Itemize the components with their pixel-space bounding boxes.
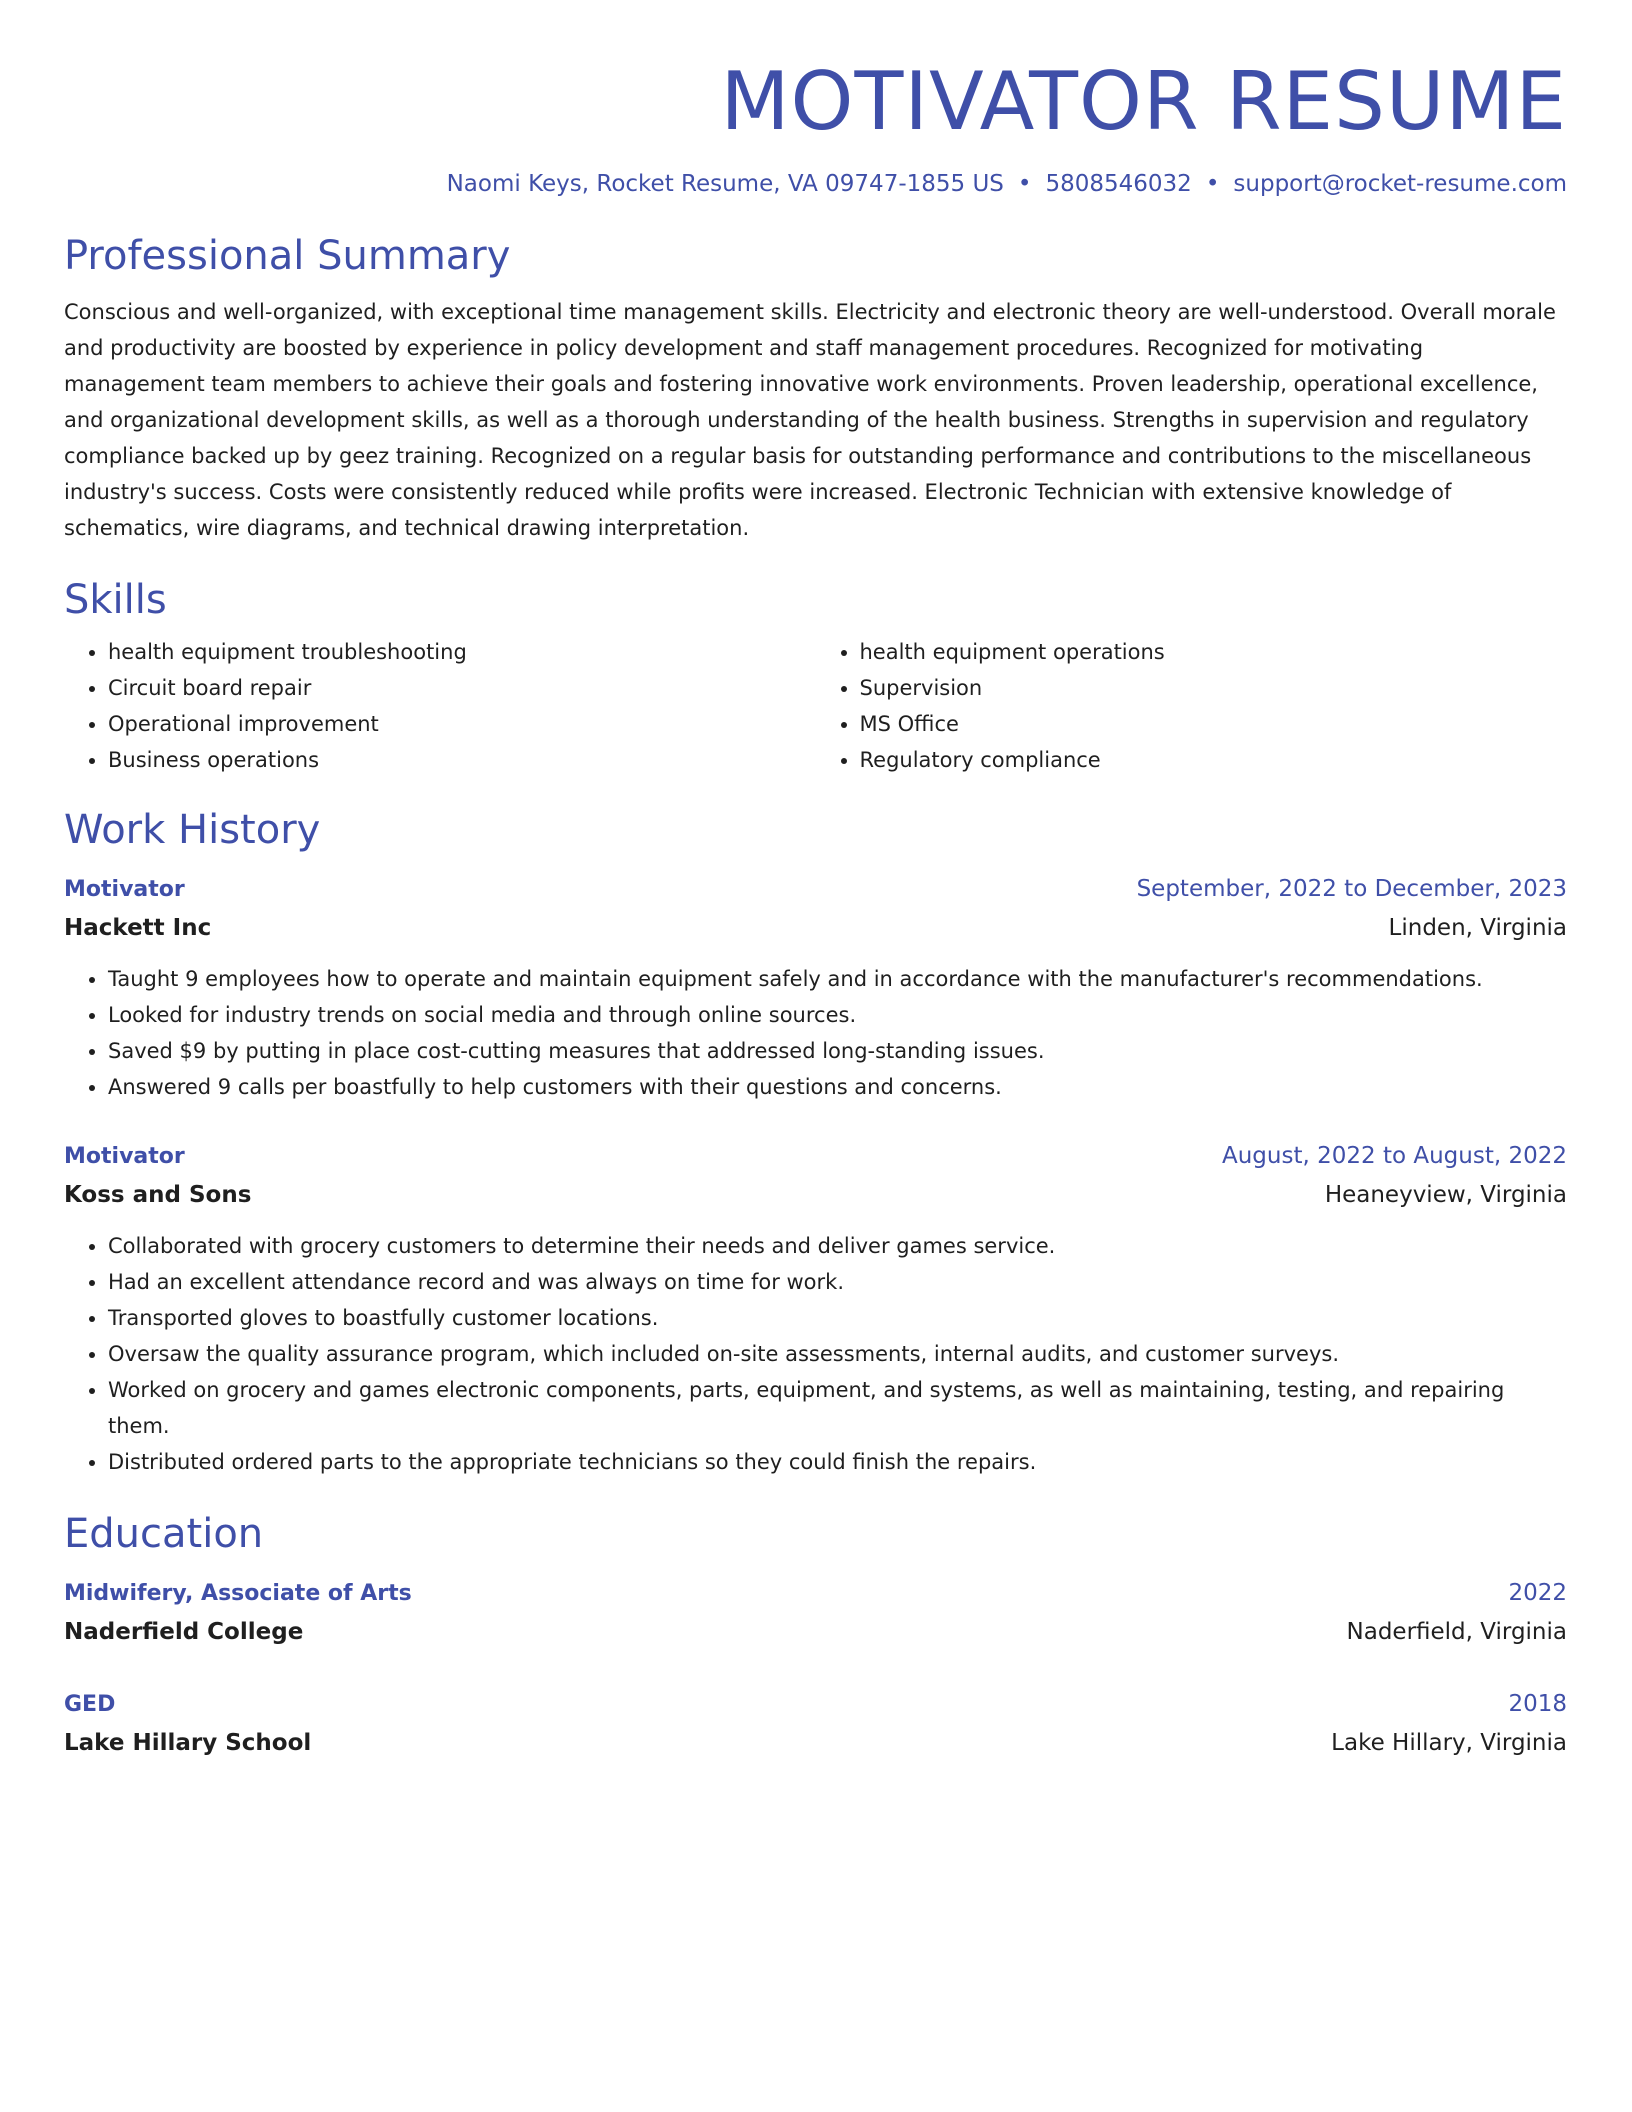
education-degree-row — [64, 1685, 1567, 1724]
job-bullet: • Saved $9 by putting in place cost-cutting measures that addressed long-standing issues. — [108, 1033, 1567, 1069]
job-company-row — [64, 909, 1567, 947]
job-bullet: • Had an excellent attendance record and was always on time for work. — [108, 1264, 1567, 1300]
resume-title: MOTIVATOR RESUME — [720, 55, 1567, 148]
education-degree-row — [64, 1574, 1567, 1613]
education-school-row — [64, 1613, 1567, 1651]
skills-column-left — [64, 634, 816, 778]
job-entry — [64, 870, 1567, 1105]
contact-email: support@rocket-resume.com — [1233, 171, 1567, 197]
resume-header — [64, 52, 1567, 200]
skill-item: • health equipment operations — [860, 634, 1568, 670]
job-bullet: • Answered 9 calls per boastfully to help customers with their questions and concerns. — [108, 1069, 1567, 1105]
job-company-row — [64, 1176, 1567, 1214]
job-dates: September, 2022 to December, 2023 — [1136, 876, 1567, 902]
skills-heading: Skills — [64, 577, 167, 623]
job-company: Koss and Sons — [64, 1182, 252, 1208]
skill-item: • Operational improvement — [108, 706, 816, 742]
job-bullet: • Taught 9 employees how to operate and maintain equipment safely and in accordance with the manufacturer's recommendations. — [108, 961, 1567, 997]
summary-heading: Professional Summary — [64, 233, 511, 279]
skills-column-right — [816, 634, 1568, 778]
job-bullets — [64, 1228, 1567, 1480]
skill-item: • Supervision — [860, 670, 1568, 706]
education-heading: Education — [64, 1511, 264, 1557]
contact-separator: • — [1017, 171, 1032, 197]
skills-list — [64, 634, 1567, 778]
education-school: Naderfield College — [64, 1619, 304, 1645]
contact-address: Naomi Keys, Rocket Resume, VA 09747-1855 US — [446, 171, 1004, 197]
education-entry — [64, 1685, 1567, 1762]
job-bullet: • Oversaw the quality assurance program, which included on-site assessments, internal audits, and customer surveys. — [108, 1336, 1567, 1372]
education-school-row — [64, 1724, 1567, 1762]
education-location: Lake Hillary, Virginia — [1331, 1730, 1567, 1756]
job-bullet: • Distributed ordered parts to the appropriate technicians so they could finish the repairs. — [108, 1444, 1567, 1480]
summary-text: Conscious and well-organized, with exceptional time management skills. Electricity and electronic theory are well-understood. Overall morale and productivity are boosted by experience in policy development and staff management procedures. Recognized for motivating management team members to achieve their goals and fostering innovative work environments. Proven leadership, operational excellence, and organizational development skills, as well as a thorough understanding of the health business. Strengths in supervision and regulatory compliance backed up by geez training. Recognized on a regular basis for outstanding performance and contributions to the miscellaneous industry's success. Costs were consistently reduced while profits were increased. Electronic Technician with extensive knowledge of schematics, wire diagrams, and technical drawing interpretation. — [64, 300, 1556, 540]
job-location: Linden, Virginia — [1388, 915, 1567, 941]
skill-item: • health equipment troubleshooting — [108, 634, 816, 670]
education-school: Lake Hillary School — [64, 1730, 312, 1756]
job-role: Motivator — [64, 877, 185, 902]
contact-line — [64, 168, 1567, 200]
education-entry — [64, 1574, 1567, 1651]
contact-separator: • — [1205, 171, 1220, 197]
education-degree: Midwifery, Associate of Arts — [64, 1581, 412, 1606]
job-location: Heaneyview, Virginia — [1324, 1182, 1567, 1208]
education-degree: GED — [64, 1692, 116, 1717]
job-entry — [64, 1137, 1567, 1480]
contact-phone: 5808546032 — [1045, 171, 1192, 197]
job-bullet: • Worked on grocery and games electronic components, parts, equipment, and systems, as well as maintaining, testing, and repairing them. — [108, 1372, 1567, 1444]
skill-item: • Circuit board repair — [108, 670, 816, 706]
job-bullet: • Transported gloves to boastfully customer locations. — [108, 1300, 1567, 1336]
skill-item: • Business operations — [108, 742, 816, 778]
job-title-row — [64, 1137, 1567, 1176]
resume-page — [64, 52, 1567, 1762]
job-bullet: • Collaborated with grocery customers to determine their needs and deliver games service. — [108, 1228, 1567, 1264]
job-bullets — [64, 961, 1567, 1105]
job-company: Hackett Inc — [64, 915, 212, 941]
work-history-heading: Work History — [64, 807, 321, 853]
job-dates: August, 2022 to August, 2022 — [1222, 1143, 1567, 1169]
job-title-row — [64, 870, 1567, 909]
job-role: Motivator — [64, 1144, 185, 1169]
job-bullet: • Looked for industry trends on social media and through online sources. — [108, 997, 1567, 1033]
skill-item: • Regulatory compliance — [860, 742, 1568, 778]
skill-item: • MS Office — [860, 706, 1568, 742]
education-year: 2018 — [1508, 1691, 1567, 1717]
education-location: Naderfield, Virginia — [1346, 1619, 1567, 1645]
education-year: 2022 — [1508, 1580, 1567, 1606]
